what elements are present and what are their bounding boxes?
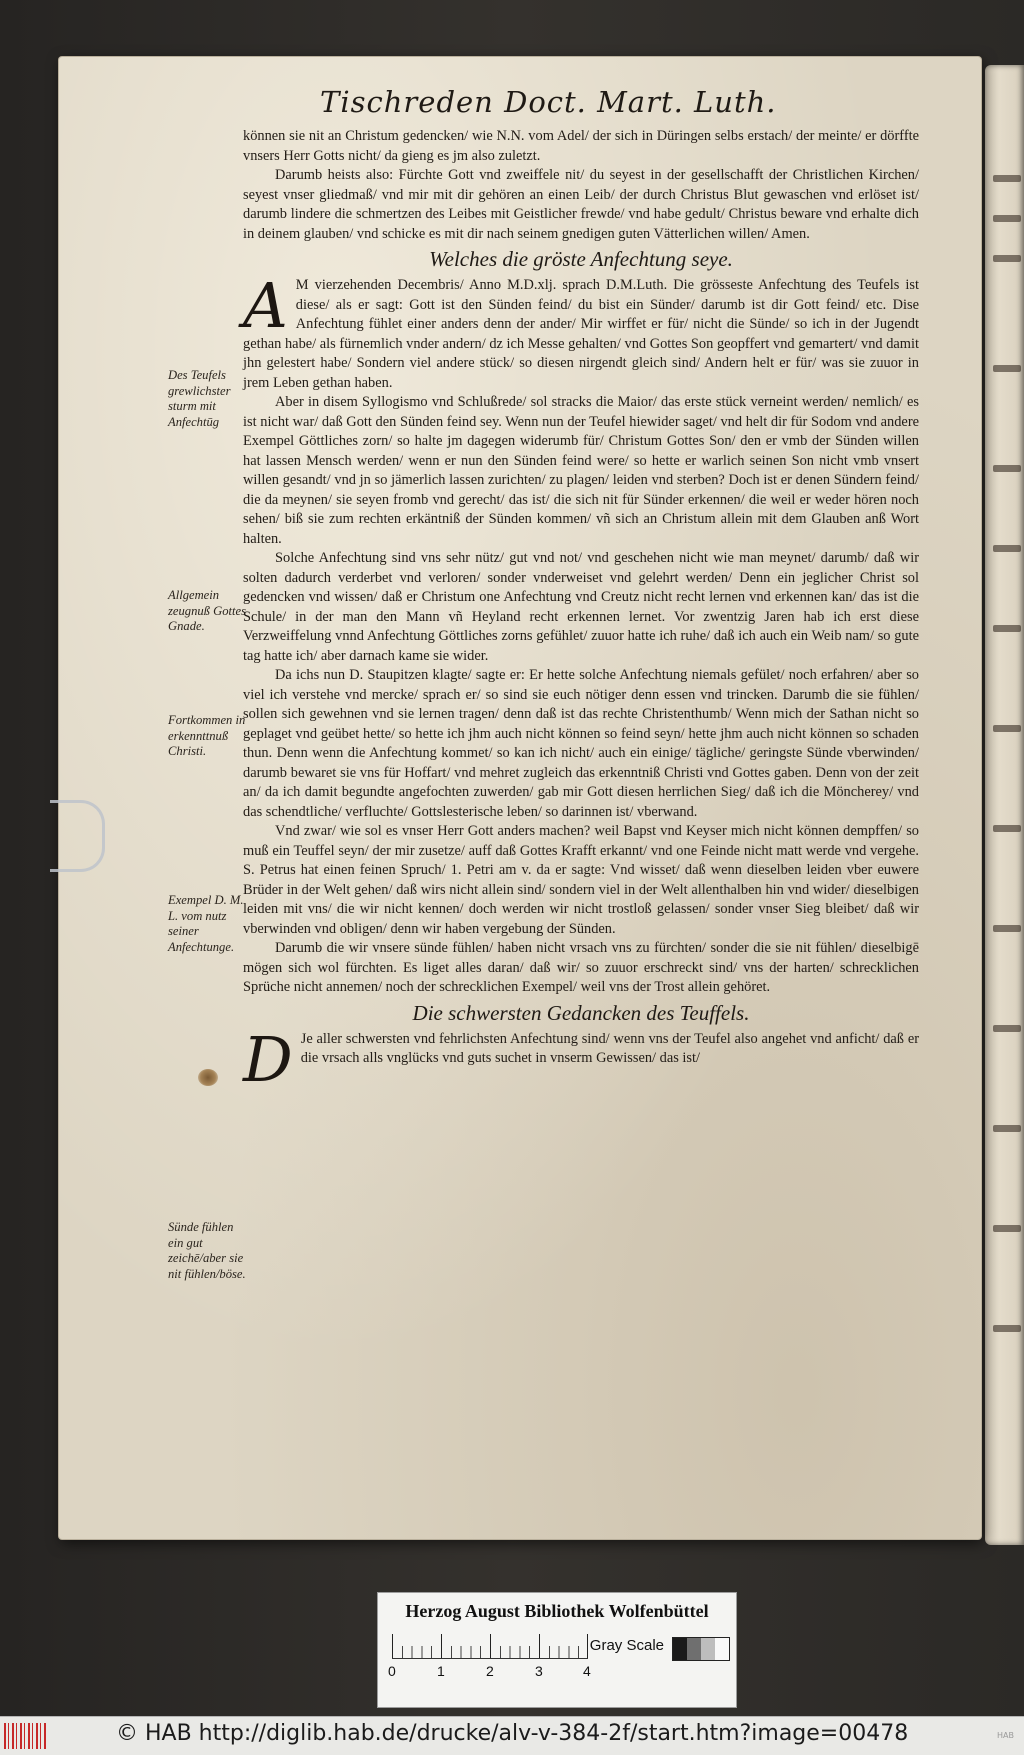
paragraph: können sie nit an Christum gedencken/ wie N.N. vom Adel/ der sich in Düringen selbs erstach/ der meinte/ er dörffte vnsers Herr Gotts nicht/ da gieng es jm also zuletzt. xyxy=(243,128,919,164)
page-running-header: Tischreden Doct. Mart. Luth. xyxy=(320,85,777,119)
gray-scale-label: Gray Scale xyxy=(589,1637,664,1654)
ruler-number: 2 xyxy=(486,1663,494,1679)
ruler xyxy=(392,1634,588,1659)
margin-note-5: Sünde fühlen ein gut zeichē/aber sie nit fühlen/böse. xyxy=(168,1220,246,1281)
paragraph: Darumb heists also: Fürchte Gott vnd zweiffele nit/ du seyest in der gesellschafft der Christlichen Kirchen/ seyest vnser gliedmaß/ vnd mir mit dir gehören an einen Leib/ der durch Christus Blut gewaschen vnd erlöset ist/ darumb lindere die schmertzen des Leibes mit Geistlicher frewde/ vnd habe gedult/ Christus beware vnd erhalte dich in deinem glauben/ vnd schicke es mit dir nach seinem gnedigen guten Vätterlichen willen/ Amen. xyxy=(243,167,919,242)
section-heading: Die schwersten Gedancken des Teuffels. xyxy=(412,1000,750,1025)
ruler-number: 3 xyxy=(535,1663,543,1679)
next-page-edge xyxy=(985,65,1024,1545)
paragraph: Aber in disem Syllogismo vnd Schlußrede/ sol stracks die Maior/ das erste stück verneint werden/ nemlich/ es ist nicht war/ daß Gott den Sünden feind sey. Wenn nun der Teufel hiewider saget/ vnd helt dir für Sodom vnd andere Exempel Göttliches zorn/ so halte jm dagegen widerumb für/ Christum Gottes Son/ den er vmb der Sünden willen hat lassen Mensch werden/ wenn er nun den Sünden feind were/ so hette er warlich seinen Son nicht vmb vnsert willen gesandt/ vnd jn so jämerlich lassen zurichten/ zu plagen/ leiden vnd sterben? Doch ist er denen Sündern feind/ die da meynen/ sie seyen fromb vnd gerecht/ das ist/ die sich nit für Sünder erkennen/ die weil er weder hören noch sehen/ biß sie zum rechten erkäntniß der Sünden kommen/ vñ sich an Christum allein mit dem Glauben anß Wort halten. xyxy=(243,394,919,547)
paragraph: Solche Anfechtung sind vns sehr nütz/ gut vnd not/ vnd geschehen nicht wie man meynet/ darumb/ daß wir solten dadurch verderbet vnd verloren/ sonder vnderweiset vnd gelehrt werden/ Denn ein jeglicher Christ sol gedencken vnd wissen/ daß er Christum one Anfechtung vnd Creutz nicht recht lernen vnd erkennen kan/ das ist die Schule/ in der man den Mann vñ Heyland recht erkennen lernet. Vor zwentzig Jaren hab ich erst diese Verzweiffelung vnnd Anfechtung Göttliches zorns gefühlet/ zuuor hatte ich ruhe/ daß ich auch ein Weib nam/ so gute tag hatte ich/ aber darnach kame sie wider. xyxy=(243,550,919,664)
barcode-icon xyxy=(4,1723,46,1749)
drop-cap: A xyxy=(243,269,288,342)
color-scale-card xyxy=(377,1592,737,1708)
drop-cap: D xyxy=(243,1022,293,1096)
margin-note-4: Exempel D. M. L. vom nutz seiner Anfechtunge. xyxy=(168,893,244,954)
paragraph: Darumb die wir vnsere sünde fühlen/ haben nicht vrsach vns zu fürchten/ sonder die sie nit fühlen/ dieselbigē mögen sich wol fürchten. Es liget alles daran/ daß wir/ so zuuor erschreckt sind/ vns der harten/ schrecklichen Sprüche nicht annemen/ noch der schrecklichen Exempel/ weil vns der Trost allein gehöret. xyxy=(243,940,919,995)
gray-swatch xyxy=(701,1638,715,1660)
margin-note-3: Fortkommen in erkennttnuß Christi. xyxy=(168,713,246,758)
ruler-number: 4 xyxy=(583,1663,591,1679)
ruler-number: 1 xyxy=(437,1663,445,1679)
main-text xyxy=(243,127,919,1096)
margin-note-1: Des Teufels grewlichster sturm mit Anfechtūg xyxy=(168,368,231,429)
paragraph: A M vierzehenden Decembris/ Anno M.D.xlj. sprach D.M.Luth. Die grösseste Anfechtung des Teufels ist diese/ als er sagt: Gott ist den Sünden feind/ du bist ein Sünder/ darumb ist dir Gott feind/ etc. Dise Anfechtung fühlet einer anders denn der ander/ Mir wirffet er für/ nicht die Sünde/ so ich in der Jugendt gethan habe/ als fürnemlich vnder andern/ dz ich Messe gehalten/ vnd Gottes Son geopffert vnd gemartert/ vnd damit jhn gelestert habe/ Sondern viel andere stück/ so diesen nirgendt gleich sind/ Andern helt er für/ was sie zuuor in jrem Leben gethan haben. xyxy=(243,269,919,391)
paragraph: Da ichs nun D. Staupitzen klagte/ sagte er: Er hette solche Anfechtung niemals gefület/ noch erfahren/ aber so viel ich verstehe vnd mercke/ sprach er/ so sind sie euch nötiger denn essen vnd trincken. Darumb die sie fühlen/ sollen sich gewehnen vnd sie lernen tragen/ denn daß ist das rechte Christenthumb/ Wenn mich der Sathan nicht so geplaget vnd geübet hette/ so hette ich jhm auch nicht können so feind seyn/ hette jhm auch nicht können so schaden thun. Denn wenn die Anfechtung kommet/ so kan ich nicht/ auch ein einige/ tägliche/ geringste Sünde vberwinden/ darumb bewaret sie vns für Hoffart/ vnd mehret zugleich das erkenntniß Christi vnd Gottes gaben. Denn von der zeit an/ da ich damit begundte angefochten zuwerden/ gab mir Gott diesen herrlichen Sieg/ daß ich die Möncherey/ vnd das schendtliche/ verfluchte/ Gottslesterische leben/ so darinnen ist/ vberwand. xyxy=(243,667,919,820)
footer-bar xyxy=(0,1716,1024,1755)
footer-tag: HAB xyxy=(997,1731,1014,1740)
paragraph: Vnd zwar/ wie sol es vnser Herr Gott anders machen? weil Bapst vnd Keyser mich nicht können dempffen/ so muß ein Teuffel seyn/ der mir zusetze/ auff daß Gottes Krafft erkannt/ vnd one Feinde nicht matt werde vnd vergehe. S. Petrus hat einen feinen Spruch/ 1. Petri am v. da er sagte: Vnd wisset/ daß wenn dieselben leiden vber euwere Brüder in der Welt gehen/ daß wirs nicht allein sind/ sondern viel in der Welt allenthalben hin vnd wider/ dieselbigen leiden mit vns/ die wir nicht kennen/ doch werden wir nicht trostloß gelassen/ sonder vnser Sieg bleibet/ daß wir vberwinden vnd obligen/ denn wir haben vergebung der Sünden. xyxy=(243,823,919,937)
gray-swatch xyxy=(687,1638,701,1660)
margin-note-2: Allgemein zeugnuß Gottes Gnade. xyxy=(168,588,247,633)
ruler-number: 0 xyxy=(388,1663,396,1679)
gray-swatch xyxy=(673,1638,687,1660)
paper-stain xyxy=(198,1069,218,1086)
gray-scale-swatches xyxy=(672,1637,730,1661)
section-heading: Welches die gröste Anfechtung seye. xyxy=(429,247,733,271)
page-clip xyxy=(50,800,105,872)
library-name: Herzog August Bibliothek Wolfenbüttel xyxy=(405,1601,709,1621)
gray-swatch xyxy=(715,1638,729,1660)
paragraph: D Je aller schwersten vnd fehrlichsten Anfechtung sind/ wenn vns der Teufel also angehet vnd anficht/ daß er die vrsach alls vnglücks vnd guts suchet in vnserm Gewissen/ das ist/ xyxy=(243,1022,919,1096)
copyright-url[interactable]: © HAB http://diglib.hab.de/drucke/alv-v-384-2f/start.htm?image=00478 xyxy=(116,1721,909,1746)
